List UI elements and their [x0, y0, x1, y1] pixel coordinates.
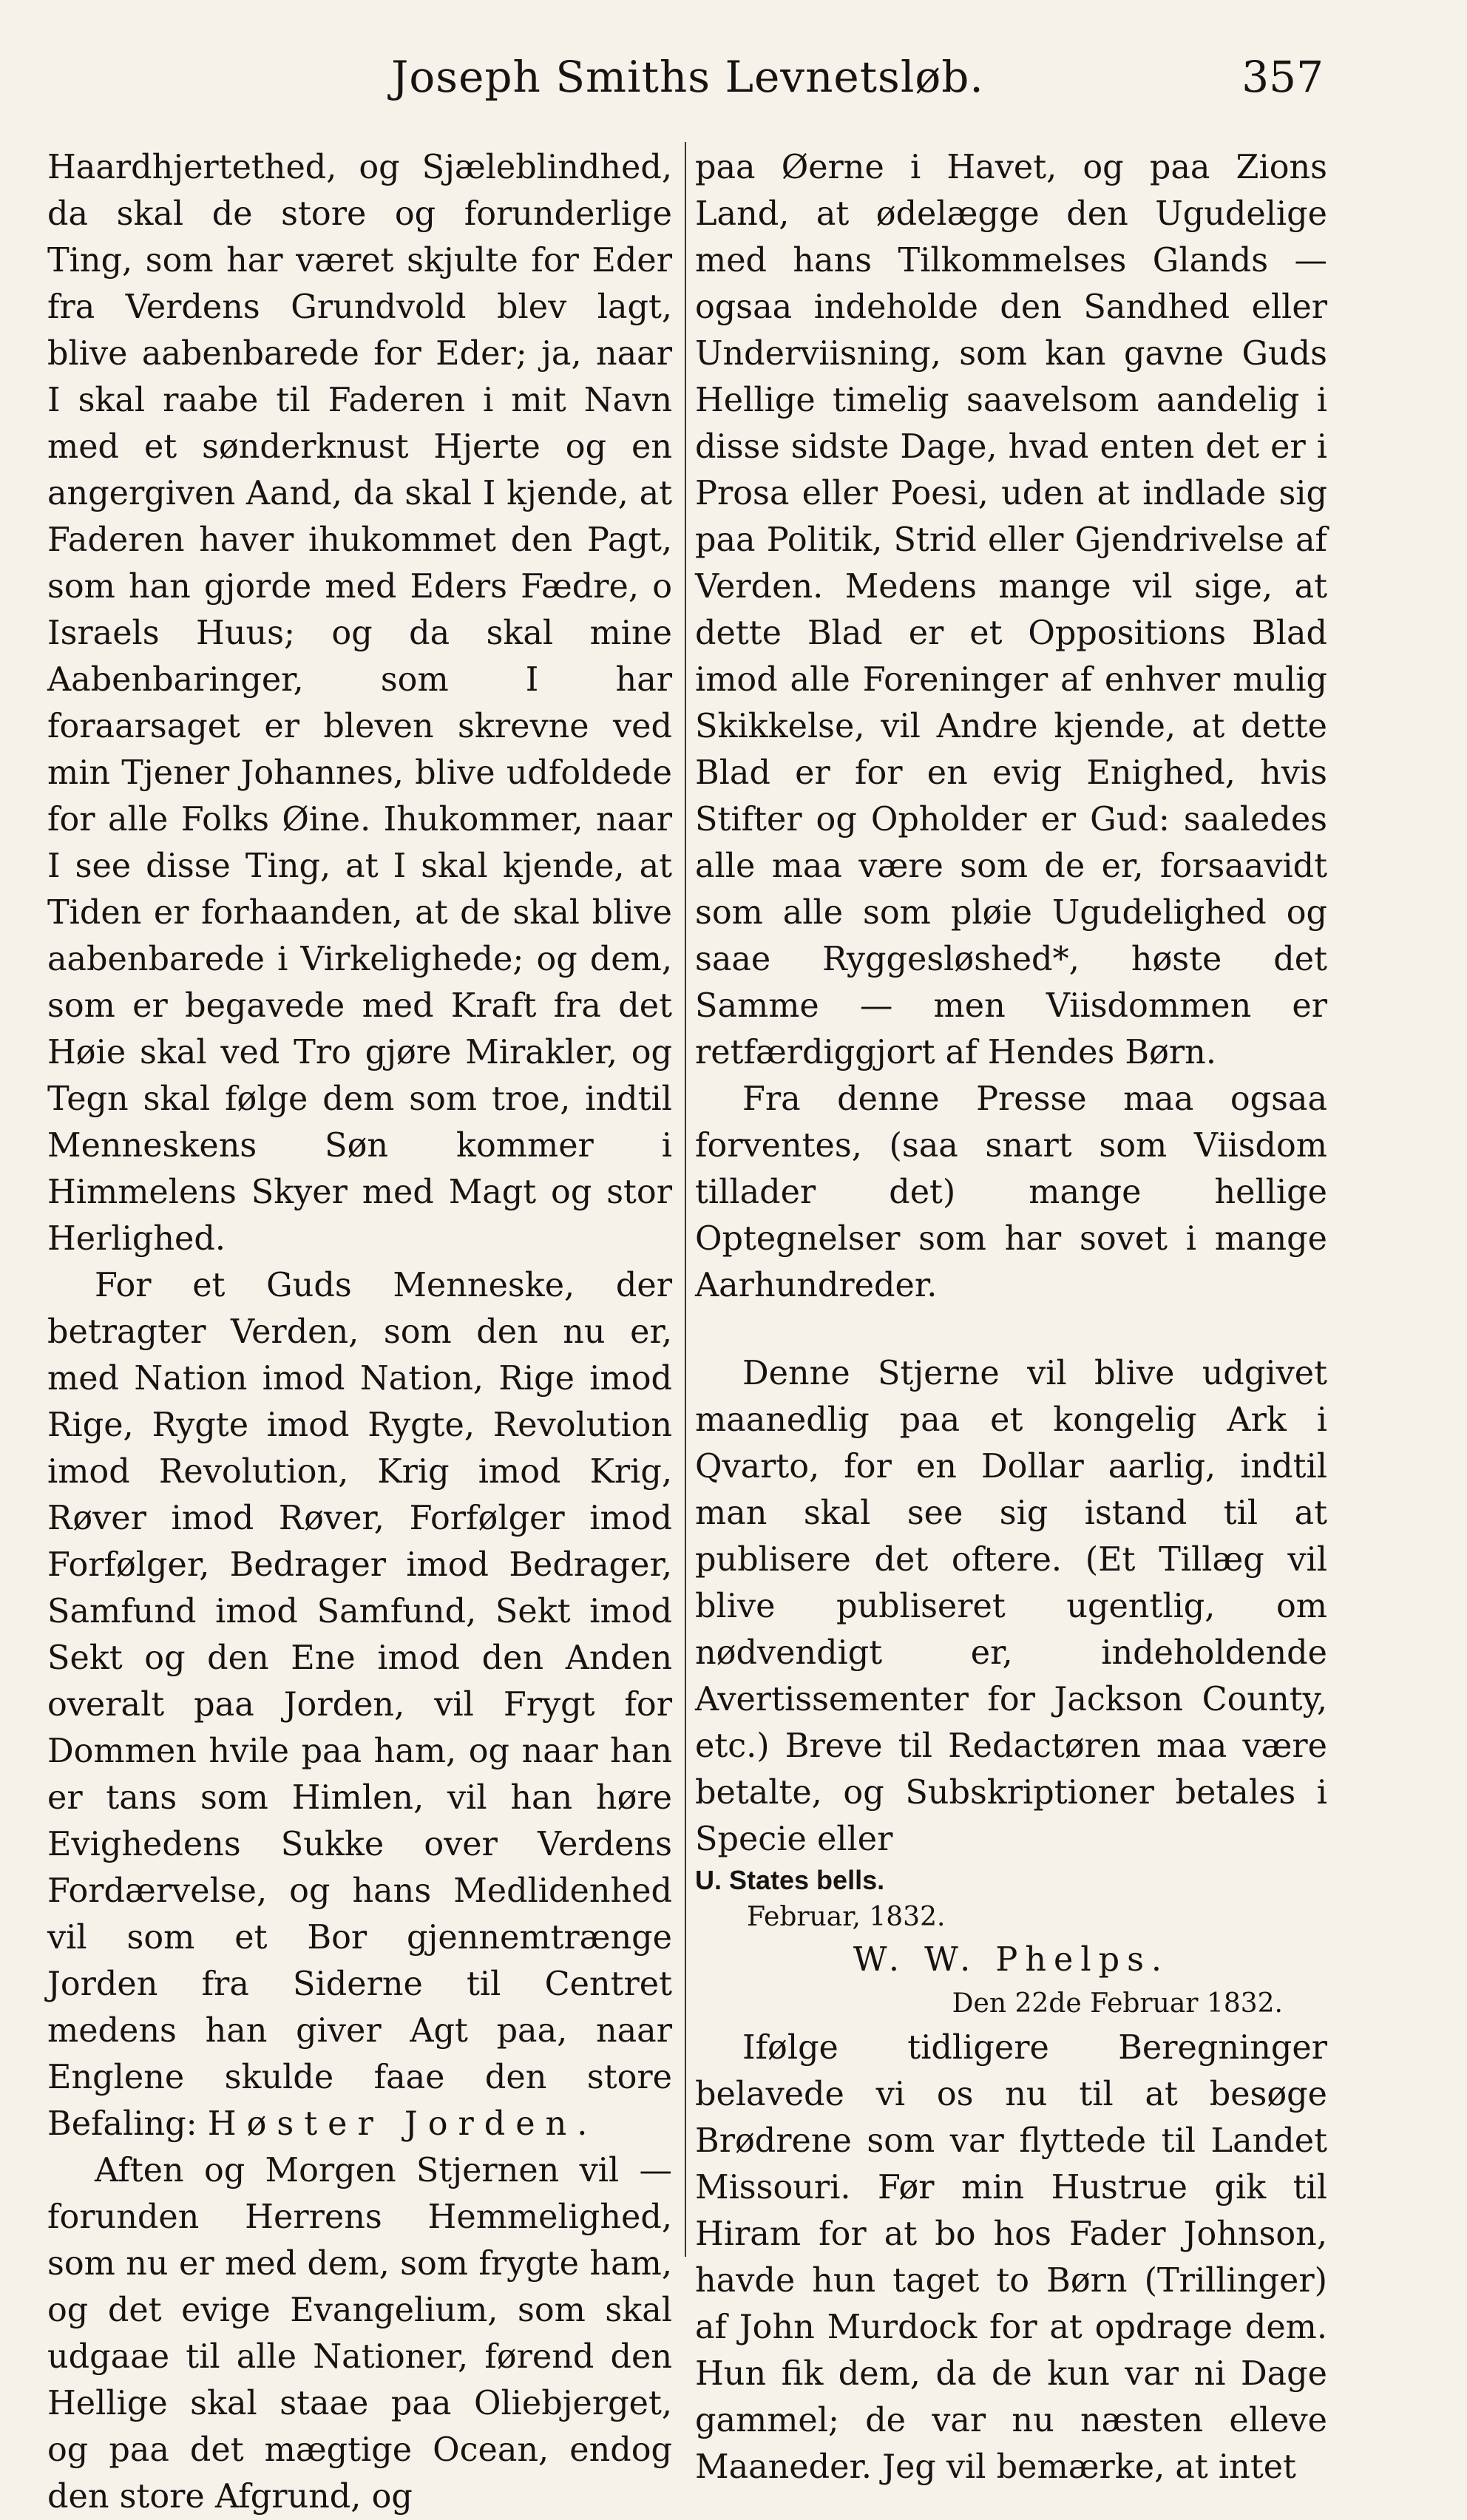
section-gap	[695, 1309, 1327, 1350]
left-paragraph-1: Haardhjertethed, og Sjæleblindhed, da skal de store og forunderlige Ting, som har været skjulte for Eder fra Verdens Grundvold blev lagt, blive aabenbarede for Eder; ja, naar I skal raabe til Faderen i mit Navn med et sønderknust Hjerte og en angergiven Aand, da skal I kjende, at Faderen haver ihukommet den Pagt, som han gjorde med Eders Fædre, o Israels Huus; og da skal mine Aabenbaringer, som I har foraarsaget er bleven skrevne ved min Tjener Johannes, blive udfoldede for alle Folks Øine. Ihukommer, naar I see disse Ting, at I skal kjende, at Tiden er forhaanden, at de skal blive aabenbarede i Virkelighede; og dem, som er begavede med Kraft fra det Høie skal ved Tro gjøre Mirakler, og Tegn skal følge dem som troe, indtil Menneskens Søn kommer i Himmelens Skyer med Magt og stor Herlighed.	[47, 149, 672, 1258]
entry-dateline: Den 22de Februar 1832.	[952, 1988, 1283, 2019]
page-number: 357	[1241, 52, 1324, 102]
left-paragraph-2	[47, 1262, 672, 2147]
left-paragraph-2-command: Høster Jorden.	[207, 2105, 598, 2143]
left-column	[47, 144, 672, 2520]
notice-date: Februar, 1832.	[747, 1902, 946, 1932]
right-paragraph-2: Fra denne Presse maa ogsaa forventes, (saa snart som Viisdom tillader det) mange hellige Optegnelser som har sovet i mange Aarhundreder.	[695, 1080, 1327, 1304]
signature: W. W. Phelps.	[853, 1941, 1170, 1979]
left-paragraph-3: Aften og Morgen Stjernen vil — forunden Herrens Hemmelighed, som nu er med dem, som frygte ham, og det evige Evangelium, som skal udgaae til alle Nationer, førend den Hellige skal staae paa Oliebjerget, og paa det mægtige Ocean, endog den store Afgrund, og	[47, 2152, 672, 2516]
right-column	[695, 144, 1327, 2490]
currency-note: U. States bells.	[695, 1865, 885, 1895]
column-divider	[685, 142, 686, 2257]
right-paragraph-1: paa Øerne i Havet, og paa Zions Land, at ødelægge den Ugudelige med hans Tilkommelses Glands — ogsaa indeholde den Sandhed eller Underviisning, som kan gavne Guds Hellige timelig saavelsom aandelig i disse sidste Dage, hvad enten det er i Prosa eller Poesi, uden at indlade sig paa Politik, Strid eller Gjendrivelse af Verden. Medens mange vil sige, at dette Blad er et Oppositions Blad imod alle Foreninger af enhver mulig Skikkelse, vil Andre kjende, at dette Blad er for en evig Enighed, hvis Stifter og Opholder er Gud: saaledes alle maa være som de er, forsaavidt som alle som pløie Ugudelighed og saae Ryggesløshed*, høste det Samme — men Viisdommen er retfærdiggjort af Hendes Børn.	[695, 149, 1327, 1071]
left-paragraph-2-text: For et Guds Menneske, der betragter Verden, som den nu er, med Nation imod Nation, Rige imod Rige, Rygte imod Rygte, Revolution imod Revolution, Krig imod Krig, Røver imod Røver, Forfølger imod Forfølger, Bedrager imod Bedrager, Samfund imod Samfund, Sekt imod Sekt og den Ene imod den Anden overalt paa Jorden, vil Frygt for Dommen hvile paa ham, og naar han er tans som Himlen, vil han høre Evighedens Sukke over Verdens Fordærvelse, og hans Medlidenhed vil som et Bor gjennemtrænge Jorden fra Siderne til Centret medens han giver Agt paa, naar Englene skulde faae den store Befaling:	[47, 1267, 672, 2143]
running-title: Joseph Smiths Levnetsløb.	[391, 52, 984, 102]
right-paragraph-3: Denne Stjerne vil blive udgivet maanedlig paa et kongelig Ark i Qvarto, for en Dollar aarlig, indtil man skal see sig istand til at publisere det oftere. (Et Tillæg vil blive publiseret ugentlig, om nødvendigt er, indeholdende Avertissementer for Jackson County, etc.) Breve til Redactøren maa være betalte, og Subskriptioner betales i Specie eller	[695, 1355, 1327, 1858]
right-paragraph-4: Ifølge tidligere Beregninger belavede vi os nu til at besøge Brødrene som var flyttede til Landet Missouri. Før min Hustrue gik til Hiram for at bo hos Fader Johnson, havde hun taget to Børn (Trillinger) af John Murdock for at opdrage dem. Hun fik dem, da de kun var ni Dage gammel; de var nu næsten elleve Maaneder. Jeg vil bemærke, at intet	[695, 2029, 1327, 2486]
page-header	[52, 52, 1324, 111]
